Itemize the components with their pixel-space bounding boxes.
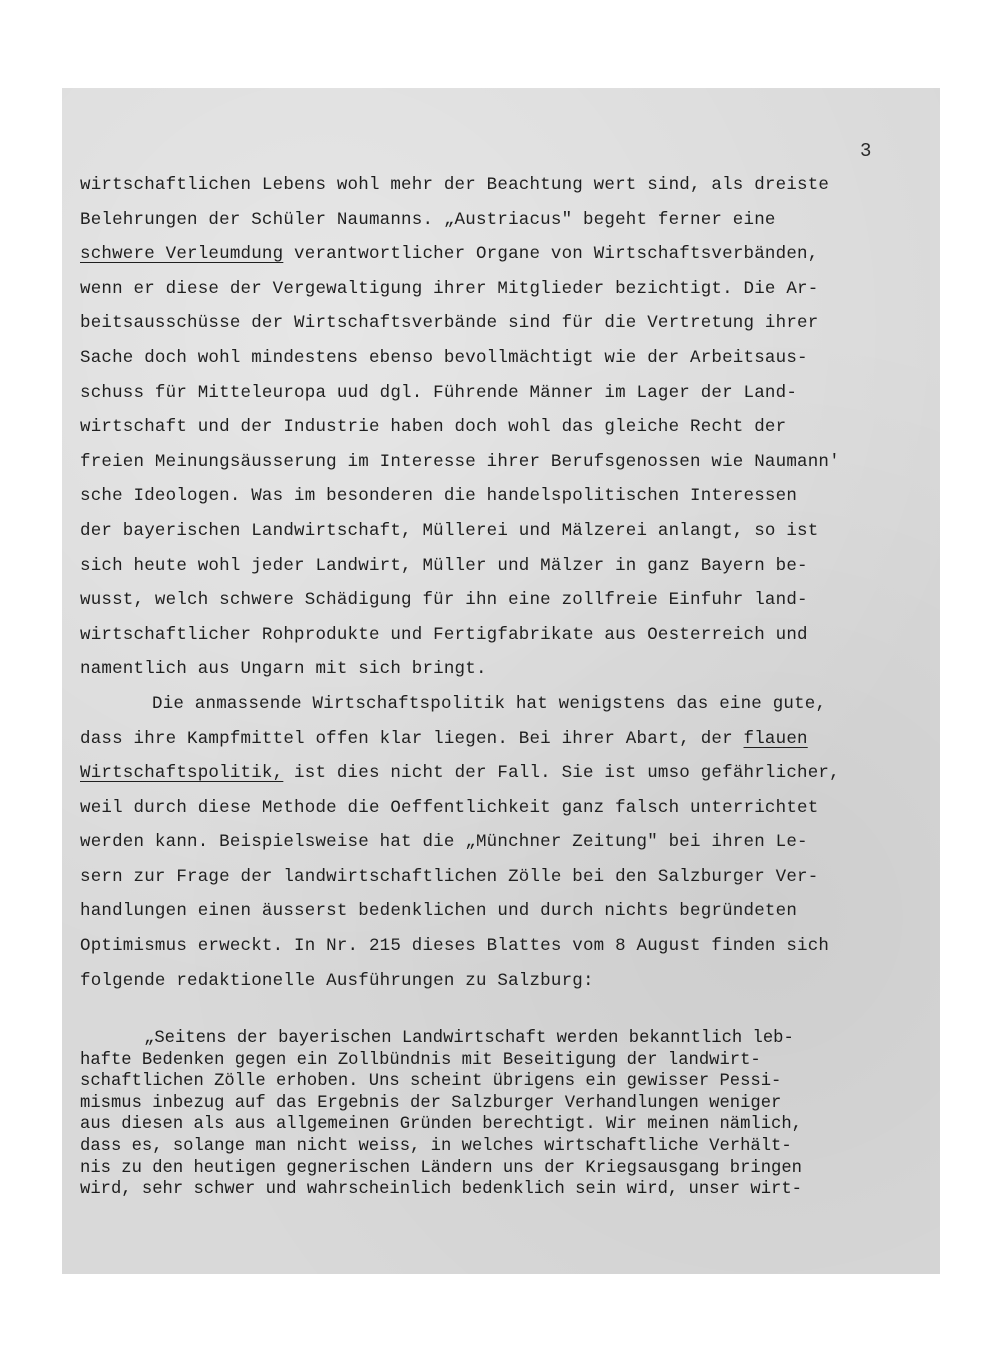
text-line xyxy=(80,445,940,480)
text-run: folgende redaktionelle Ausführungen zu Salzburg: xyxy=(80,970,594,991)
text-line xyxy=(80,687,940,722)
text-run: wusst, welch schwere Schädigung für ihn eine zollfreie Einfuhr land- xyxy=(80,590,808,611)
text-run: Die anmassende Wirtschaftspolitik hat wenigstens das eine gute, xyxy=(152,693,827,714)
text-run: flauen xyxy=(743,728,808,749)
quote-line: nis zu den heutigen gegnerischen Ländern uns der Kriegsausgang bringen xyxy=(80,1158,802,1178)
text-run: verantwortlicher Organe von Wirtschaftsverbänden, xyxy=(283,244,819,265)
text-line xyxy=(80,168,940,203)
text-line xyxy=(80,272,940,307)
body-text xyxy=(80,168,940,998)
quote-line: „Seitens der bayerischen Landwirtschaft werden bekanntlich leb- xyxy=(144,1029,794,1048)
text-line xyxy=(80,929,940,964)
text-line xyxy=(80,583,940,618)
text-line xyxy=(80,479,940,514)
text-run: werden kann. Beispielsweise hat die „Münchner Zeitung" bei ihren Le- xyxy=(80,832,808,853)
text-run: beitsausschüsse der Wirtschaftsverbände sind für die Vertretung ihrer xyxy=(80,313,819,334)
text-line xyxy=(80,860,940,895)
text-run: wirtschaftlichen Lebens wohl mehr der Beachtung wert sind, als dreiste xyxy=(80,175,830,195)
text-run: Belehrungen der Schüler Naumanns. „Austriacus" begeht ferner eine xyxy=(80,209,776,230)
text-line xyxy=(80,306,940,341)
text-line xyxy=(80,722,940,757)
text-line xyxy=(80,894,940,929)
quote-line: hafte Bedenken gegen ein Zollbündnis mit Beseitigung der landwirt- xyxy=(80,1050,761,1070)
text-run: weil durch diese Methode die Oeffentlichkeit ganz falsch unterrichtet xyxy=(80,797,819,818)
text-run: wenn er diese der Vergewaltigung ihrer Mitglieder bezichtigt. Die Ar- xyxy=(80,278,819,299)
text-run: freien Meinungsäusserung im Interesse ihrer Berufsgenossen wie Naumann' xyxy=(80,451,840,472)
text-run: handlungen einen äusserst bedenklichen und durch nichts begründeten xyxy=(80,901,798,922)
text-line xyxy=(80,618,940,653)
text-line xyxy=(80,410,940,445)
text-run: schwere Verleumdung xyxy=(80,244,284,265)
text-line xyxy=(80,341,940,376)
text-run: ist dies nicht der Fall. Sie ist umso gefährlicher, xyxy=(283,763,840,784)
text-line xyxy=(80,791,940,826)
text-line xyxy=(80,549,940,584)
text-run: der bayerischen Landwirtschaft, Müllerei und Mälzerei anlangt, so ist xyxy=(80,520,819,541)
text-run: Optimismus erweckt. In Nr. 215 dieses Blattes vom 8 August finden sich xyxy=(80,936,830,957)
text-run: Wirtschaftspolitik, xyxy=(80,763,284,784)
text-run: wirtschaftlicher Rohprodukte und Fertigfabrikate aus Oesterreich und xyxy=(80,624,808,645)
text-line xyxy=(80,652,940,687)
text-run: namentlich aus Ungarn mit sich bringt. xyxy=(80,659,487,680)
text-run: sche Ideologen. Was im besonderen die handelspolitischen Interessen xyxy=(80,486,798,507)
text-line xyxy=(80,825,940,860)
text-line xyxy=(80,237,940,272)
text-run: schuss für Mitteleuropa uud dgl. Führende Männer im Lager der Land- xyxy=(80,382,798,403)
text-run: sern zur Frage der landwirtschaftlichen Zölle bei den Salzburger Ver- xyxy=(80,866,819,887)
quote-line: wird, sehr schwer und wahrscheinlich bedenklich sein wird, unser wirt- xyxy=(80,1180,802,1200)
quote-line: dass es, solange man nicht weiss, in welches wirtschaftliche Verhält- xyxy=(80,1136,792,1156)
text-line xyxy=(80,203,940,238)
text-run: sich heute wohl jeder Landwirt, Müller und Mälzer in ganz Bayern be- xyxy=(80,555,808,576)
text-line xyxy=(80,756,940,791)
quote-line: schaftlichen Zölle erhoben. Uns scheint übrigens ein gewisser Pessi- xyxy=(80,1072,782,1092)
quoted-passage xyxy=(80,1028,940,1201)
quote-line: mismus inbezug auf das Ergebnis der Salzburger Verhandlungen weniger xyxy=(80,1093,782,1113)
text-line xyxy=(80,376,940,411)
text-run: wirtschaft und der Industrie haben doch wohl das gleiche Recht der xyxy=(80,417,787,438)
text-line xyxy=(80,964,940,999)
text-line xyxy=(80,514,940,549)
text-run: dass ihre Kampfmittel offen klar liegen. Bei ihrer Abart, der xyxy=(80,728,744,749)
text-run: Sache doch wohl mindestens ebenso bevollmächtigt wie der Arbeitsaus- xyxy=(80,347,808,368)
quote-line: aus diesen als aus allgemeinen Gründen berechtigt. Wir meinen nämlich, xyxy=(80,1115,802,1135)
page-number: 3 xyxy=(860,140,872,162)
